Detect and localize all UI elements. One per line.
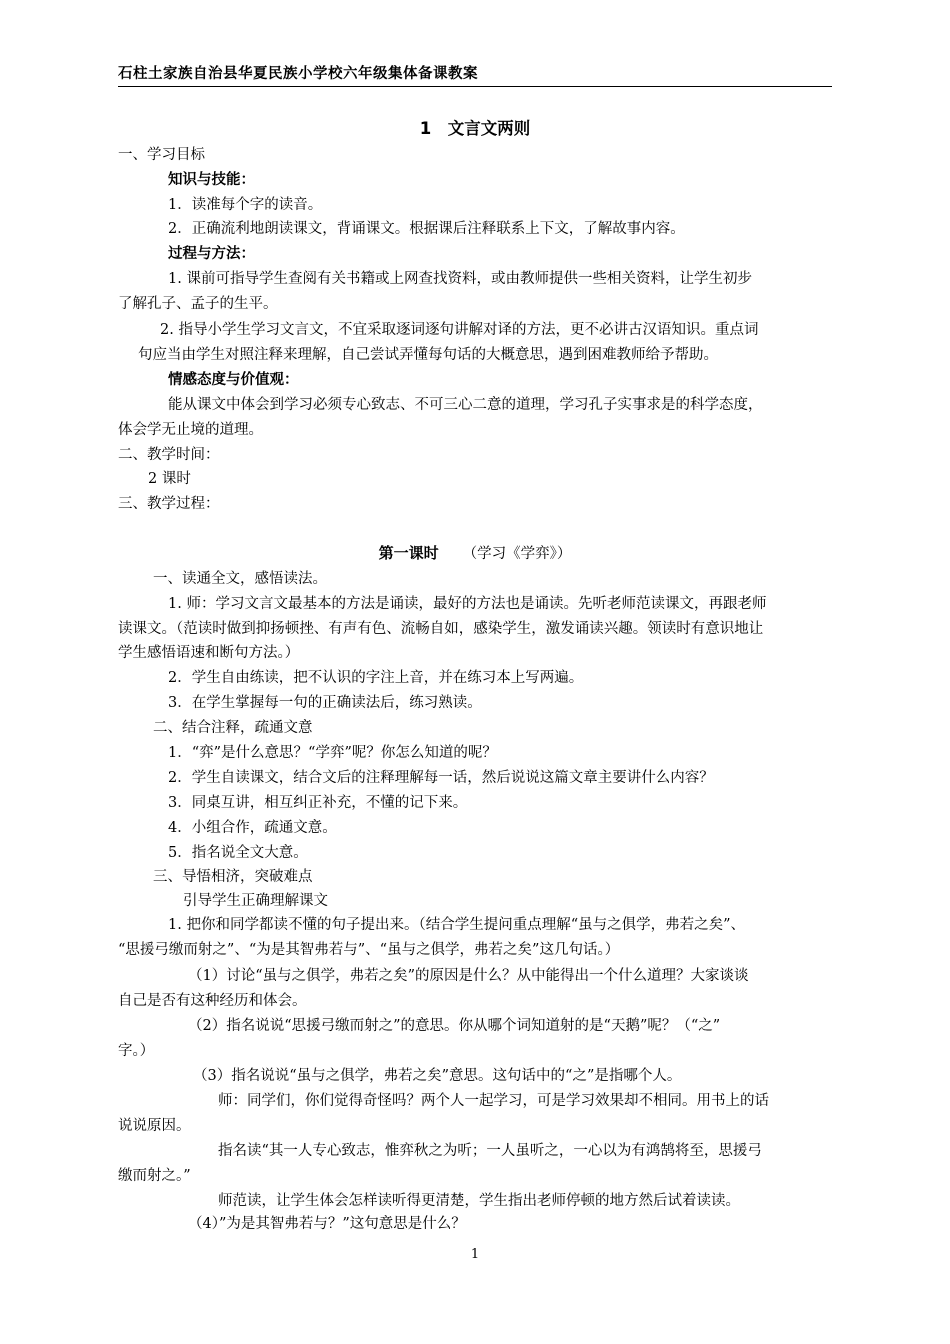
text-line: 2．学生自读课文，结合文后的注释理解每一话，然后说说这篇文章主要讲什么内容？: [168, 770, 714, 786]
text-line: 二、结合注释，疏通文意: [153, 720, 313, 736]
text-line: （4）”为是其智弗若与？”这句意思是什么？: [188, 1216, 466, 1232]
text-line: （1）讨论“虽与之俱学，弗若之矣”的原因是什么？从中能得出一个什么道理？大家谈谈: [188, 968, 749, 984]
document-title: 1 文言文两则: [419, 119, 531, 138]
subsection-heading: 过程与方法：: [168, 245, 255, 262]
page-number: 1: [470, 1247, 480, 1262]
text-line: 指名读“其一人专心致志，惟弈秋之为听；一人虽听之，一心以为有鸿鹄将至，思援弓: [218, 1143, 762, 1159]
text-line: 缴而射之。”: [118, 1168, 191, 1184]
text-line: 自己是否有这种经历和体会。: [118, 993, 307, 1009]
text-line: 1. 课前可指导学生查阅有关书籍或上网查找资料，或由教师提供一些相关资料，让学生初步: [168, 271, 752, 287]
text-line: 学生感悟语速和断句方法。）: [118, 645, 300, 661]
text-line: 1．读准每个字的读音。: [168, 197, 323, 213]
page-header: [118, 64, 832, 87]
text-line: 3．在学生掌握每一句的正确读法后，练习熟读。: [168, 695, 482, 711]
section-heading: 一、学习目标: [118, 147, 205, 163]
subsection-heading: 情感态度与价值观：: [168, 371, 299, 388]
text-line: “思援弓缴而射之”、“为是其智弗若与”、“虽与之俱学，弗若之矣”这几句话。）: [118, 942, 620, 958]
text-line: 5．指名说全文大意。: [168, 845, 308, 861]
text-line: 2. 指导小学生学习文言文，不宜采取逐词逐句讲解对译的方法，更不必讲古汉语知识。重点词: [160, 322, 759, 338]
text-line: 引导学生正确理解课文: [183, 893, 328, 909]
section-heading: 三、教学过程：: [118, 496, 220, 512]
text-line: 2．正确流利地朗读课文，背诵课文。根据课后注释联系上下文，了解故事内容。: [168, 221, 685, 237]
text-line: 3．同桌互讲，相互纠正补充，不懂的记下来。: [168, 795, 468, 811]
section-heading: 二、教学时间：: [118, 447, 220, 463]
text-line: （2）指名说说“思援弓缴而射之”的意思。你从哪个词知道射的是“天鹅”呢？（“之”: [188, 1018, 721, 1034]
lesson-subtitle: （学习《学弈》）: [462, 546, 572, 562]
text-line: 2 课时: [148, 471, 191, 487]
text-line: 1. 师：学习文言文最基本的方法是诵读，最好的方法也是诵读。先听老师范读课文，再跟老师: [168, 596, 767, 612]
lesson-title: 第一课时: [378, 544, 439, 562]
header-text: 石柱土家族自治县华夏民族小学校六年级集体备课教案: [118, 66, 478, 82]
text-line: 说说原因。: [118, 1118, 191, 1134]
text-line: 句应当由学生对照注释来理解，自己尝试弄懂每句话的大概意思，遇到困难教师给予帮助。: [138, 347, 718, 363]
subsection-heading: 知识与技能：: [168, 171, 255, 188]
text-line: 1. 把你和同学都读不懂的句子提出来。（结合学生提问重点理解“虽与之俱学，弗若之矣”、: [168, 917, 746, 933]
text-line: 字。）: [118, 1043, 155, 1059]
text-line: 了解孔子、孟子的生平。: [118, 296, 278, 312]
text-line: 4．小组合作，疏通文意。: [168, 820, 337, 836]
lesson-heading: [0, 543, 950, 564]
text-line: 体会学无止境的道理。: [118, 422, 263, 438]
text-line: 1．“弈”是什么意思？“学弈”呢？你怎么知道的呢？: [168, 745, 497, 761]
text-line: 能从课文中体会到学习必须专心致志、不可三心二意的道理，学习孔子实事求是的科学态度，: [168, 397, 763, 413]
text-line: 2．学生自由练读，把不认识的字注上音，并在练习本上写两遍。: [168, 670, 584, 686]
text-line: 一、读通全文，感悟读法。: [153, 571, 327, 587]
text-line: （3）指名说说“虽与之俱学，弗若之矣”意思。这句话中的“之”是指哪个人。: [193, 1068, 682, 1084]
text-line: 三、导悟相济，突破难点: [153, 869, 313, 885]
text-line: 师：同学们，你们觉得奇怪吗？两个人一起学习，可是学习效果却不相同。用书上的话: [218, 1093, 769, 1109]
text-line: 师范读，让学生体会怎样读听得更清楚，学生指出老师停顿的地方然后试着读读。: [218, 1193, 740, 1209]
text-line: 读课文。（范读时做到抑扬顿挫、有声有色、流畅自如，感染学生，激发诵读兴趣。领读时有意识地让: [118, 621, 764, 637]
